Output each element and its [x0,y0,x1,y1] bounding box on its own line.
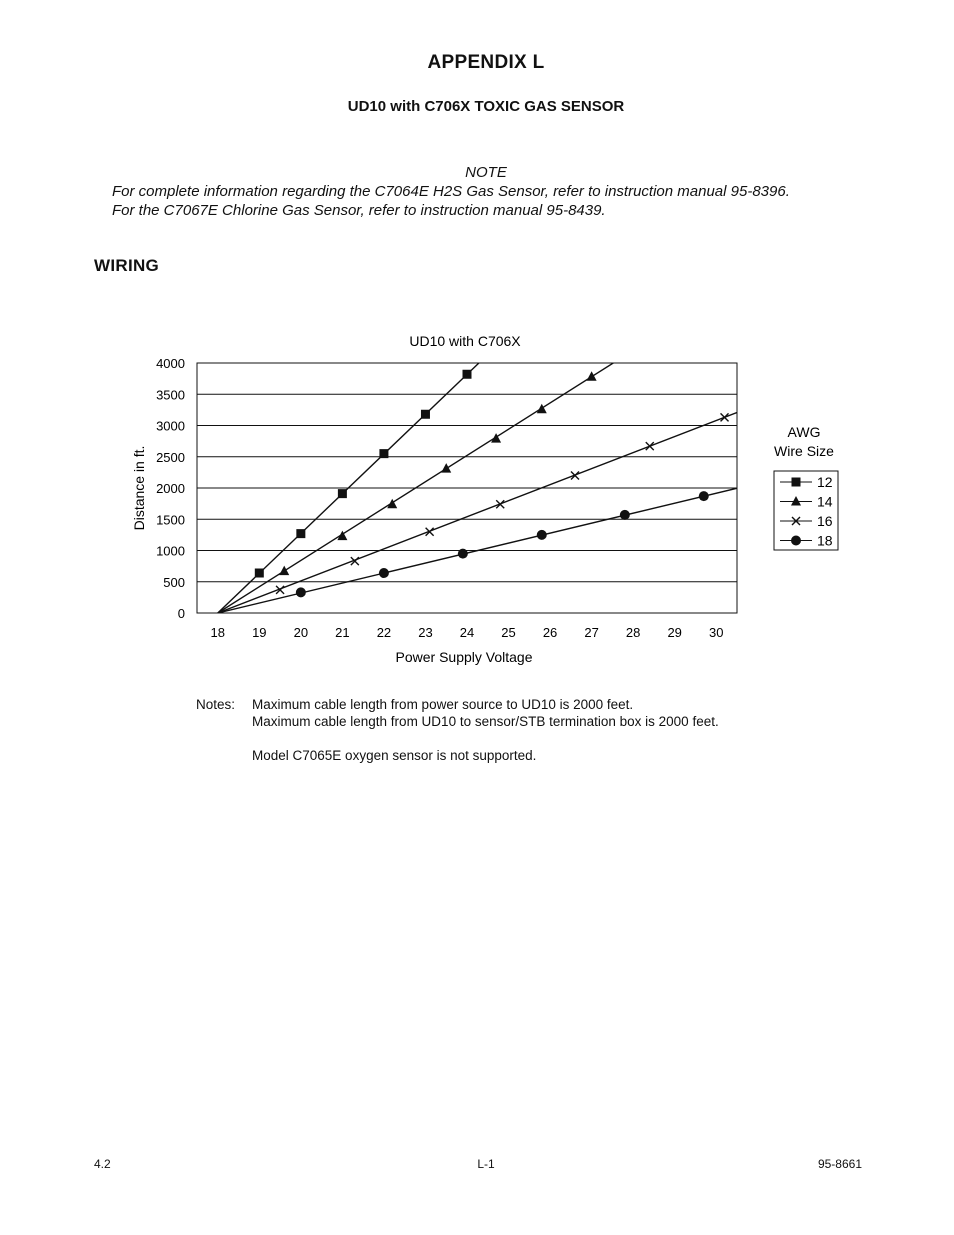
legend-label: 18 [817,532,833,549]
x-tick-label: 26 [542,625,558,640]
legend-label: 12 [817,474,833,490]
x-tick-label: 30 [708,625,724,640]
footer-document-number: 95-8661 [817,1157,862,1171]
data-point-awg-12 [255,569,264,578]
data-point-awg-16 [721,413,729,421]
legend-title-line-1: AWG [787,424,821,440]
x-tick-label: 22 [376,625,392,640]
y-tick-label: 4000 [156,356,185,371]
notes-label: Notes: [196,697,236,712]
page-subtitle: UD10 with C706X TOXIC GAS SENSOR [347,98,625,115]
x-tick-label: 24 [459,625,475,640]
y-tick-label: 2500 [156,449,185,465]
x-tick-label: 20 [293,625,309,640]
data-point-awg-14 [279,566,289,576]
data-point-awg-12 [379,449,388,458]
legend-label: 14 [817,493,833,510]
data-point-awg-18 [699,491,709,501]
footer-page-number: L-1 [477,1157,495,1171]
data-point-awg-14 [441,463,451,473]
data-point-awg-18 [620,510,630,520]
note-line: For the C7067E Chlorine Gas Sensor, refer to instruction manual 95-8439. [112,202,606,219]
legend-marker-awg-12 [792,478,801,487]
x-tick-label: 18 [210,625,226,640]
y-axis-label: Distance in ft. [131,445,147,531]
note-line: For complete information regarding the C7064E H2S Gas Sensor, refer to instruction manual 95-8396. [112,183,790,200]
series-line-awg-16 [218,396,779,613]
legend-marker-awg-14 [791,496,801,506]
distance-voltage-chart [120,325,860,675]
data-point-awg-12 [421,410,430,419]
y-tick-label: 2000 [156,481,185,496]
data-point-awg-14 [587,371,597,381]
data-point-awg-16 [646,442,654,450]
data-point-awg-18 [458,549,468,559]
section-title: WIRING [94,256,160,275]
appendix-title: APPENDIX L [427,52,545,73]
x-tick-label: 23 [418,625,433,640]
x-tick-label: 25 [501,625,516,640]
y-tick-label: 1500 [156,512,185,528]
data-point-awg-12 [296,529,305,538]
note-title: NOTE [465,164,507,181]
x-axis-label: Power Supply Voltage [395,649,533,665]
x-tick-label: 21 [335,625,350,640]
data-point-awg-18 [537,530,547,540]
notes-line: Maximum cable length from UD10 to sensor/STB termination box is 2000 feet. [252,714,719,729]
notes-line: Maximum cable length from power source to UD10 is 2000 feet. [252,697,634,712]
x-tick-label: 19 [252,625,267,640]
data-point-awg-12 [463,370,472,379]
data-point-awg-18 [379,568,389,578]
legend-label: 16 [817,513,833,529]
x-tick-label: 27 [584,625,599,640]
y-tick-label: 0 [177,606,185,621]
legend-title-line-2: Wire Size [774,443,834,459]
notes-line: Model C7065E oxygen sensor is not supported. [252,748,537,763]
x-tick-label: 29 [667,625,682,640]
series-line-awg-12 [218,325,779,613]
footer-revision: 4.2 [94,1157,111,1171]
chart-title: UD10 with C706X [409,333,521,349]
data-point-awg-18 [296,587,306,597]
x-tick-label: 28 [625,625,641,640]
series-line-awg-14 [218,325,779,613]
legend-marker-awg-18 [791,536,801,546]
y-tick-label: 3500 [156,387,185,403]
y-tick-label: 1000 [156,543,185,559]
y-tick-label: 3000 [156,418,185,434]
data-point-awg-12 [338,489,347,498]
y-tick-label: 500 [163,574,185,590]
